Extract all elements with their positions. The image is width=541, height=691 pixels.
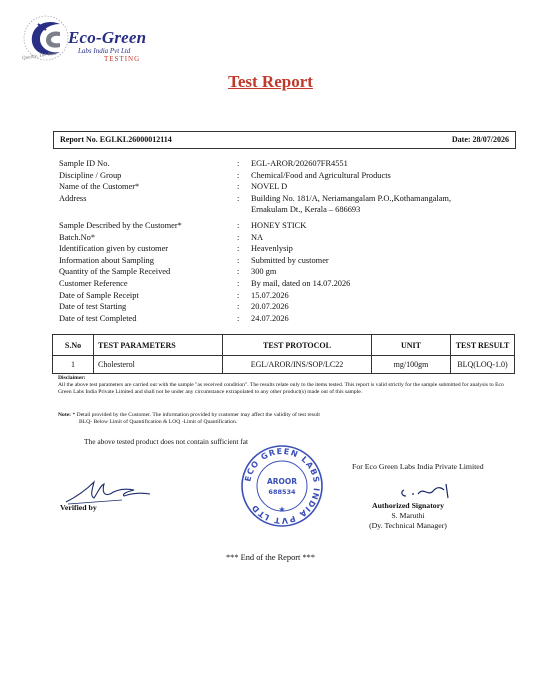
disclaimer-text: All the above test parameters are carried out with the sample "as received condition". The results relate only to the items tested. This report is valid strictly for the sample submitted for analysis to Eco Green Labs India Private Limited and shall not be under any circumstance extrapolated to any other product(s) made out of this sample. [58, 382, 504, 395]
authorized-signatory-block [358, 501, 458, 531]
detail-label: Date of Sample Receipt [59, 290, 139, 300]
detail-value: NA [251, 232, 264, 242]
detail-label: Quantity of the Sample Received [59, 267, 171, 277]
detail-value: 24.07.2026 [251, 313, 289, 323]
detail-label: Sample Described by the Customer* [59, 220, 182, 230]
detail-row: Quantity of the Sample Received : 300 gm [59, 266, 519, 278]
logo-subtitle: Labs India Pvt Ltd [78, 47, 131, 55]
detail-value: 15.07.2026 [251, 290, 289, 300]
note-title: Note: [58, 412, 72, 418]
detail-row: Date of test Completed : 24.07.2026 [59, 313, 519, 325]
detail-row [59, 204, 519, 216]
detail-value: Building No. 181/A, Neriamangalam P.O.,Kothamangalam, [251, 193, 452, 203]
advice-text: The above tested product does not contain sufficient fat [84, 437, 249, 446]
detail-row: Discipline / Group : Chemical/Food and Agricultural Products [59, 170, 519, 182]
detail-value: Ernakulam Dt., Kerala – 686693 [251, 205, 361, 215]
detail-row: Sample Described by the Customer* : HONEY STICK [59, 220, 519, 232]
col-header: TEST RESULT [451, 335, 515, 356]
disclaimer [58, 375, 514, 396]
company-seal [240, 444, 324, 528]
note-line-2: BLQ- Below Limit of Quantification & LOQ -Limit of Quantification. [79, 419, 238, 425]
detail-row: Sample ID No. : EGL-AROR/202607FR4551 [59, 158, 519, 170]
signatory-designation: (Dy. Technical Manager) [369, 521, 447, 530]
table-row [53, 356, 515, 374]
report-number: Report No. EGLKL26000012114 [60, 135, 172, 144]
detail-label: Sample ID No. [59, 159, 110, 168]
sample-details [59, 158, 519, 324]
detail-value: NOVEL D [251, 182, 288, 192]
detail-value: By mail, dated on 14.07.2026 [251, 278, 351, 288]
table-cell: 1 [53, 356, 94, 374]
authorized-signature [398, 482, 458, 502]
detail-label [59, 204, 237, 216]
signatory-name: S. Maruthi [391, 511, 425, 520]
detail-row: Date of test Starting : 20.07.2026 [59, 301, 519, 313]
detail-label: Identification given by customer [59, 244, 169, 254]
table-cell: Cholesterol [94, 356, 223, 374]
verified-by-label: Verified by [60, 503, 97, 512]
seal-star-icon: ★ [278, 505, 286, 514]
table-cell: BLQ(LOQ-1.0) [451, 356, 515, 374]
detail-label: Discipline / Group [59, 170, 122, 180]
detail-value: HONEY STICK [251, 220, 307, 230]
detail-value: EGL-AROR/202607FR4551 [251, 159, 348, 168]
detail-row: Name of the Customer* : NOVEL D [59, 181, 519, 193]
detail-label: Customer Reference [59, 278, 128, 288]
end-of-report: *** End of the Report *** [225, 553, 316, 562]
company-signature-line: For Eco Green Labs India Private Limited [352, 462, 484, 471]
detail-row: Customer Reference : By mail, dated on 14.07.2026 [59, 278, 519, 290]
seal-ring-text: ECO GREEN LABS INDIA PVT LTD [243, 446, 322, 526]
detail-row: Identification given by customer : Heavenlysip [59, 243, 519, 255]
detail-row: Address : Building No. 181/A, Neriamangalam P.O.,Kothamangalam, [59, 193, 519, 205]
col-header: S.No [53, 335, 94, 356]
report-header-box [53, 131, 516, 149]
detail-value: Submitted by customer [251, 255, 329, 265]
note [58, 412, 514, 426]
report-date: Date: 28/07/2026 [451, 135, 509, 144]
detail-label: Batch.No* [59, 232, 96, 242]
verifier-signature [64, 478, 154, 506]
seal-center-1: AROOR [266, 477, 298, 486]
results-table [52, 334, 515, 374]
detail-row: Batch.No* : NA [59, 232, 519, 244]
detail-value: 300 gm [251, 267, 277, 277]
logo-name: Eco-Green [68, 28, 147, 47]
table-header-row [53, 335, 515, 356]
col-header: TEST PROTOCOL [223, 335, 372, 356]
seal-center-2: 688534 [268, 488, 296, 496]
authorized-label: Authorized Signatory [371, 501, 445, 510]
detail-label: Date of test Starting [59, 302, 127, 312]
detail-label: Address [59, 193, 87, 203]
detail-row: Date of Sample Receipt : 15.07.2026 [59, 290, 519, 302]
detail-label: Date of test Completed [59, 313, 137, 323]
table-cell: EGL/AROR/INS/SOP/LC22 [223, 356, 372, 374]
col-header: UNIT [372, 335, 451, 356]
note-line-1: * Detail provided by the Customer. The information provided by customer may affect the validity of test result [72, 412, 320, 418]
col-header: TEST PARAMETERS [94, 335, 223, 356]
detail-value: Heavenlysip [251, 244, 293, 254]
detail-label: Information about Sampling [59, 255, 154, 265]
detail-value: Chemical/Food and Agricultural Products [251, 170, 391, 180]
detail-row: Information about Sampling : Submitted by customer [59, 255, 519, 267]
detail-label: Name of the Customer* [59, 182, 140, 192]
logo-tagline: Quality, The Best [21, 51, 57, 62]
report-title: Test Report [228, 72, 313, 91]
logo-testing: TESTING [104, 55, 141, 63]
detail-value: 20.07.2026 [251, 302, 289, 312]
disclaimer-title: Disclaimer: [58, 375, 86, 381]
table-cell: mg/100gm [372, 356, 451, 374]
